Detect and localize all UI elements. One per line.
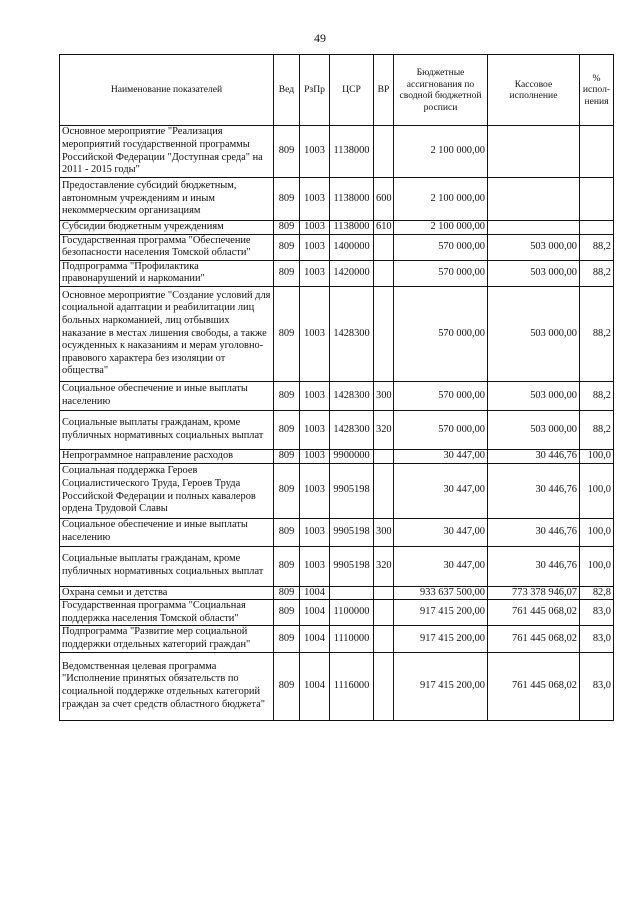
header-assignments: Бюджетные ассигнования по сводной бюджетной росписи [394, 55, 488, 126]
cell-pct [580, 126, 614, 178]
cell-pct: 83,0 [580, 652, 614, 720]
cell-cash [488, 221, 580, 235]
cell-cash: 30 446,76 [488, 518, 580, 546]
cell-assign: 917 415 200,00 [394, 652, 488, 720]
cell-cash: 773 378 946,07 [488, 586, 580, 600]
cell-ved: 809 [274, 546, 300, 586]
cell-ved: 809 [274, 463, 300, 518]
table-row [60, 449, 614, 463]
cell-rzpr: 1003 [300, 286, 330, 381]
cell-name: Государственная программа "Обеспечение безопасности населения Томской области" [60, 234, 274, 260]
cell-rzpr: 1003 [300, 518, 330, 546]
cell-vr [374, 260, 394, 286]
cell-csr: 1110000 [330, 626, 374, 652]
cell-vr: 610 [374, 221, 394, 235]
cell-assign: 30 447,00 [394, 518, 488, 546]
cell-csr: 1100000 [330, 600, 374, 626]
cell-name: Государственная программа "Социальная поддержка населения Томской области" [60, 600, 274, 626]
table-row [60, 178, 614, 221]
table-header-row [60, 55, 614, 126]
table-row [60, 381, 614, 410]
cell-cash: 30 446,76 [488, 546, 580, 586]
cell-csr: 9905198 [330, 546, 374, 586]
cell-name: Социальное обеспечение и иные выплаты населению [60, 381, 274, 410]
cell-name: Ведомственная целевая программа "Исполнение принятых обязательств по социальной поддержке отдельных категорий граждан за счет средств областного бюджета" [60, 652, 274, 720]
cell-csr: 9905198 [330, 518, 374, 546]
cell-cash: 503 000,00 [488, 260, 580, 286]
cell-rzpr: 1003 [300, 449, 330, 463]
cell-csr: 1138000 [330, 221, 374, 235]
cell-cash: 503 000,00 [488, 410, 580, 449]
cell-csr: 1428300 [330, 381, 374, 410]
cell-pct: 83,0 [580, 600, 614, 626]
cell-name: Социальные выплаты гражданам, кроме публичных нормативных социальных выплат [60, 546, 274, 586]
header-cash-execution: Кассовое исполнение [488, 55, 580, 126]
cell-assign: 917 415 200,00 [394, 626, 488, 652]
cell-vr: 600 [374, 178, 394, 221]
cell-name: Социальная поддержка Героев Социалистического Труда, Героев Труда Российской Федерации и полных кавалеров ордена Трудовой Славы [60, 463, 274, 518]
cell-pct: 100,0 [580, 518, 614, 546]
table-row [60, 410, 614, 449]
cell-rzpr: 1004 [300, 626, 330, 652]
cell-vr: 300 [374, 381, 394, 410]
cell-assign: 30 447,00 [394, 546, 488, 586]
cell-csr: 1420000 [330, 260, 374, 286]
cell-ved: 809 [274, 381, 300, 410]
cell-pct: 82,8 [580, 586, 614, 600]
cell-name: Непрограммное направление расходов [60, 449, 274, 463]
table-row [60, 286, 614, 381]
cell-cash: 30 446,76 [488, 449, 580, 463]
table-row [60, 652, 614, 720]
cell-cash: 503 000,00 [488, 381, 580, 410]
cell-pct: 88,2 [580, 410, 614, 449]
cell-name: Подпрограмма "Профилактика правонарушений и наркомании" [60, 260, 274, 286]
cell-assign: 30 447,00 [394, 463, 488, 518]
cell-name: Охрана семьи и детства [60, 586, 274, 600]
cell-pct [580, 221, 614, 235]
table-row [60, 221, 614, 235]
table-row [60, 546, 614, 586]
cell-vr [374, 600, 394, 626]
cell-cash: 761 445 068,02 [488, 600, 580, 626]
cell-csr: 1400000 [330, 234, 374, 260]
header-name: Наименование показателей [60, 55, 274, 126]
cell-vr [374, 586, 394, 600]
header-percent: % испол-нения [580, 55, 614, 126]
table-row [60, 126, 614, 178]
cell-rzpr: 1004 [300, 586, 330, 600]
cell-csr: 1428300 [330, 410, 374, 449]
cell-pct: 83,0 [580, 626, 614, 652]
cell-ved: 809 [274, 410, 300, 449]
cell-assign: 570 000,00 [394, 286, 488, 381]
cell-assign: 933 637 500,00 [394, 586, 488, 600]
cell-csr: 1428300 [330, 286, 374, 381]
cell-pct: 100,0 [580, 449, 614, 463]
cell-pct [580, 178, 614, 221]
cell-ved: 809 [274, 286, 300, 381]
cell-vr [374, 463, 394, 518]
cell-assign: 2 100 000,00 [394, 221, 488, 235]
cell-ved: 809 [274, 652, 300, 720]
cell-rzpr: 1003 [300, 410, 330, 449]
cell-rzpr: 1003 [300, 221, 330, 235]
cell-csr: 9905198 [330, 463, 374, 518]
header-ved: Вед [274, 55, 300, 126]
cell-rzpr: 1003 [300, 178, 330, 221]
cell-ved: 809 [274, 586, 300, 600]
table-row [60, 518, 614, 546]
cell-assign: 570 000,00 [394, 234, 488, 260]
table-row [60, 234, 614, 260]
cell-rzpr: 1003 [300, 546, 330, 586]
cell-name: Основное мероприятие "Создание условий для социальной адаптации и реабилитации лиц больных наркоманией, лиц отбывших наказание в местах лишения свободы, а также осужденных к наказаниям и мерам уголовно-правового характера без изоляции от общества" [60, 286, 274, 381]
cell-pct: 88,2 [580, 234, 614, 260]
cell-ved: 809 [274, 221, 300, 235]
table-row [60, 600, 614, 626]
cell-assign: 2 100 000,00 [394, 178, 488, 221]
cell-name: Основное мероприятие "Реализация мероприятий государственной программы Российской Федерации "Доступная среда" на 2011 - 2015 годы" [60, 126, 274, 178]
cell-assign: 570 000,00 [394, 381, 488, 410]
table-row [60, 586, 614, 600]
cell-vr: 300 [374, 518, 394, 546]
cell-ved: 809 [274, 600, 300, 626]
cell-ved: 809 [274, 234, 300, 260]
cell-rzpr: 1003 [300, 234, 330, 260]
cell-rzpr: 1003 [300, 260, 330, 286]
cell-ved: 809 [274, 178, 300, 221]
cell-vr [374, 449, 394, 463]
cell-rzpr: 1004 [300, 600, 330, 626]
cell-vr [374, 286, 394, 381]
page-number: 49 [314, 31, 326, 45]
cell-cash: 503 000,00 [488, 234, 580, 260]
cell-vr [374, 652, 394, 720]
cell-rzpr: 1003 [300, 381, 330, 410]
cell-ved: 809 [274, 449, 300, 463]
header-vr: ВР [374, 55, 394, 126]
cell-vr [374, 234, 394, 260]
table-row [60, 463, 614, 518]
cell-ved: 809 [274, 626, 300, 652]
cell-pct: 100,0 [580, 546, 614, 586]
cell-pct: 100,0 [580, 463, 614, 518]
cell-vr: 320 [374, 546, 394, 586]
cell-name: Предоставление субсидий бюджетным, автономным учреждениям и иным некоммерческим организациям [60, 178, 274, 221]
cell-csr: 1138000 [330, 178, 374, 221]
cell-assign: 570 000,00 [394, 410, 488, 449]
cell-pct: 88,2 [580, 260, 614, 286]
cell-vr [374, 626, 394, 652]
cell-assign: 30 447,00 [394, 449, 488, 463]
budget-table [59, 54, 614, 721]
cell-vr: 320 [374, 410, 394, 449]
cell-pct: 88,2 [580, 381, 614, 410]
cell-pct: 88,2 [580, 286, 614, 381]
cell-name: Субсидии бюджетным учреждениям [60, 221, 274, 235]
cell-name: Социальное обеспечение и иные выплаты населению [60, 518, 274, 546]
cell-ved: 809 [274, 518, 300, 546]
cell-ved: 809 [274, 260, 300, 286]
header-rzpr: РзПр [300, 55, 330, 126]
cell-rzpr: 1003 [300, 126, 330, 178]
cell-csr [330, 586, 374, 600]
table-row [60, 626, 614, 652]
cell-cash [488, 178, 580, 221]
cell-ved: 809 [274, 126, 300, 178]
cell-cash [488, 126, 580, 178]
cell-cash: 761 445 068,02 [488, 626, 580, 652]
cell-cash: 761 445 068,02 [488, 652, 580, 720]
cell-name: Социальные выплаты гражданам, кроме публичных нормативных социальных выплат [60, 410, 274, 449]
cell-assign: 917 415 200,00 [394, 600, 488, 626]
cell-csr: 1138000 [330, 126, 374, 178]
cell-name: Подпрограмма "Развитие мер социальной поддержки отдельных категорий граждан" [60, 626, 274, 652]
cell-rzpr: 1004 [300, 652, 330, 720]
header-csr: ЦСР [330, 55, 374, 126]
table-row [60, 260, 614, 286]
cell-assign: 2 100 000,00 [394, 126, 488, 178]
cell-csr: 9900000 [330, 449, 374, 463]
cell-vr [374, 126, 394, 178]
cell-cash: 503 000,00 [488, 286, 580, 381]
cell-rzpr: 1003 [300, 463, 330, 518]
cell-assign: 570 000,00 [394, 260, 488, 286]
cell-cash: 30 446,76 [488, 463, 580, 518]
cell-csr: 1116000 [330, 652, 374, 720]
